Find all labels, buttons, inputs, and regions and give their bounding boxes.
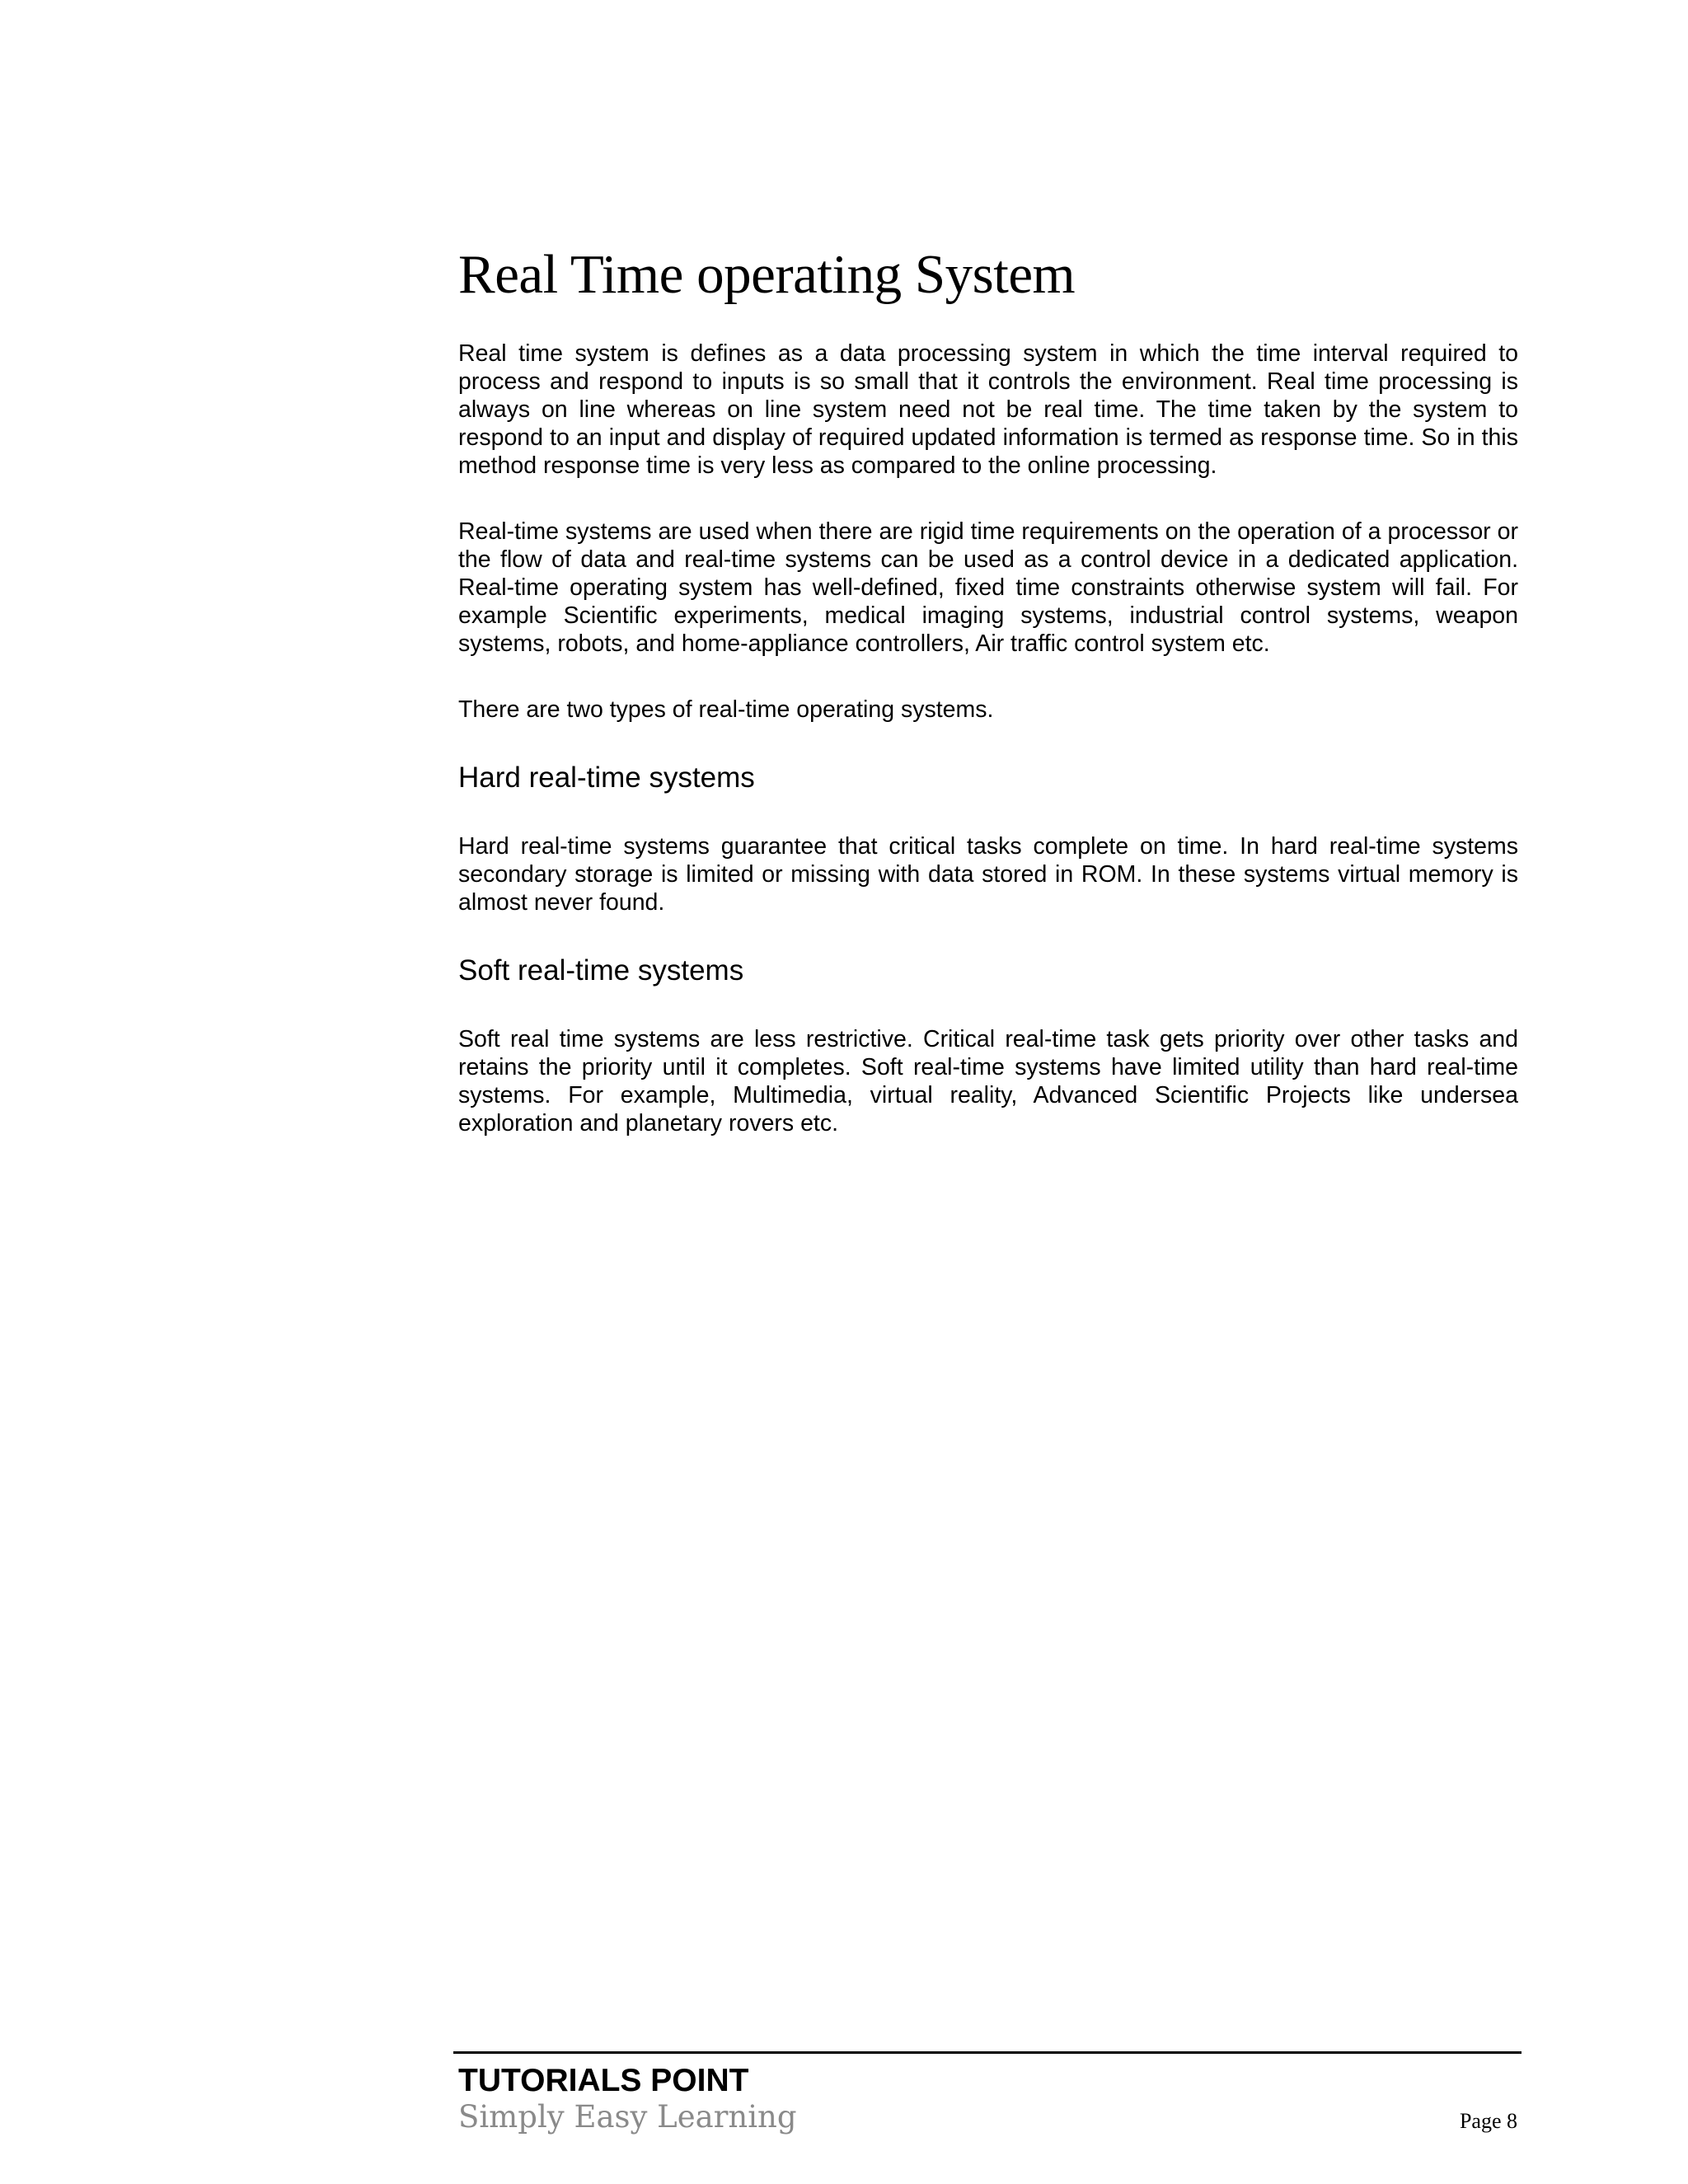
page-number: Page 8 [1459,2109,1517,2133]
intro-paragraph-2: Real-time systems are used when there are rigid time requirements on the operation of a processor or the flow of data and real-time systems can be used as a control device in a dedicated application. Real-time operating system has well-defined, fixed time constraints otherwise system will fail. For example Scientific experiments, medical imaging systems, industrial control systems, weapon systems, robots, and home-appliance controllers, Air traffic control system etc. [458,518,1518,658]
footer-brand: TUTORIALS POINT [458,2063,749,2098]
page-title: Real Time operating System [458,244,1076,305]
section-heading-hard-real-time: Hard real-time systems [458,762,755,794]
document-body [458,243,1518,1175]
section-body-soft-real-time: Soft real time systems are less restrictive. Critical real-time task gets priority over other tasks and retains the priority until it completes. Soft real-time systems have limited utility than hard real-time systems. For example, Multimedia, virtual reality, Advanced Scientific Projects like undersea exploration and planetary rovers etc. [458,1026,1518,1137]
intro-paragraph-1: Real time system is defines as a data processing system in which the time interval required to process and respond to inputs is so small that it controls the environment. Real time processing is always on line whereas on line system need not be real time. The time taken by the system to respond to an input and display of required updated information is termed as response time. So in this method response time is very less as compared to the online processing. [458,340,1518,480]
intro-paragraph-3: There are two types of real-time operating systems. [458,696,994,724]
section-heading-soft-real-time: Soft real-time systems [458,954,744,987]
section-body-hard-real-time: Hard real-time systems guarantee that critical tasks complete on time. In hard real-time systems secondary storage is limited or missing with data stored in ROM. In these systems virtual memory is almost never found. [458,833,1518,916]
footer-divider [453,2051,1522,2054]
footer-tagline: Simply Easy Learning [458,2099,797,2135]
